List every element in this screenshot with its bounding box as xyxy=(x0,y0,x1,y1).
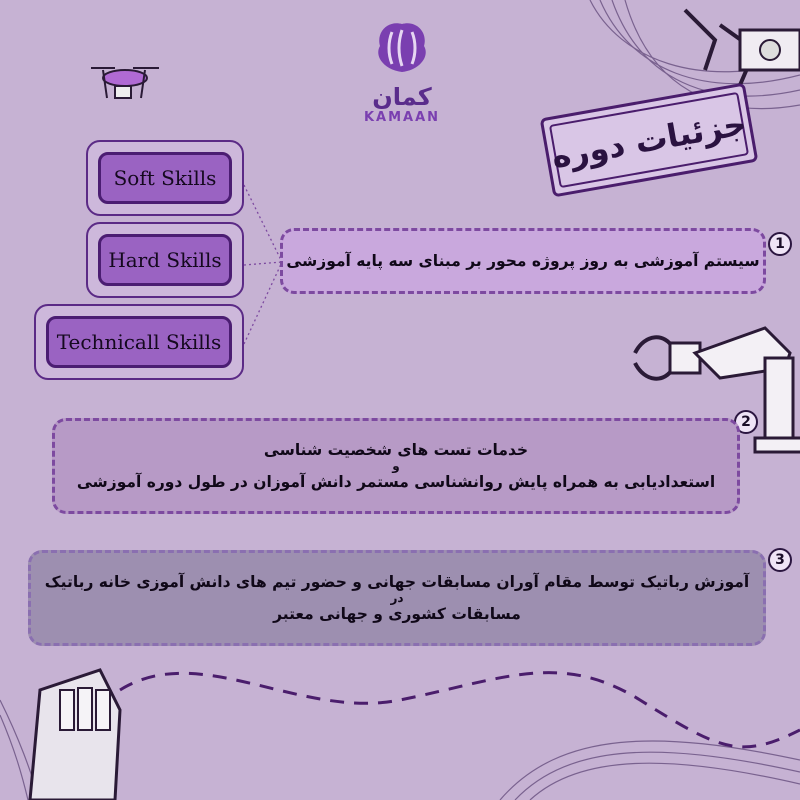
logo-text-fa: کمان xyxy=(372,83,432,111)
item-number-3: 3 xyxy=(768,548,792,572)
drone-illustration xyxy=(85,58,165,108)
skill-box-soft xyxy=(86,140,244,216)
info-connector: در xyxy=(390,591,404,605)
kamaan-logo xyxy=(360,18,444,125)
skill-label: Soft Skills xyxy=(98,152,232,204)
info-box-3 xyxy=(28,550,766,646)
skill-label: Technicall Skills xyxy=(46,316,232,368)
info-text: سیستم آموزشی به روز پروژه محور بر مبنای سه پایه آموزشی xyxy=(286,252,760,270)
skill-box-hard xyxy=(86,222,244,298)
info-connector: و xyxy=(392,459,400,473)
brain-icon xyxy=(370,18,434,78)
robot-hand-illustration xyxy=(20,650,140,800)
info-text-line2: مسابقات کشوری و جهانی معتبر xyxy=(273,605,521,623)
logo-text-en: KAMAAN xyxy=(363,110,441,125)
info-text-line1: خدمات تست های شخصیت شناسی xyxy=(263,441,529,459)
info-text-line1: آموزش رباتیک توسط مقام آوران مسابقات جهانی و حضور تیم های دانش آموزی خانه رباتیک xyxy=(44,573,750,591)
info-box-2 xyxy=(52,418,740,514)
skill-label: Hard Skills xyxy=(98,234,232,286)
item-number-2: 2 xyxy=(734,410,758,434)
page-title: جزئیات دوره xyxy=(548,104,750,176)
info-box-1 xyxy=(280,228,766,294)
info-text-line2: استعدادیابی به همراه پایش روانشناسی مستمر دانش آموزان در طول دوره آموزشی xyxy=(76,473,716,491)
skill-box-technical xyxy=(34,304,244,380)
item-number-1: 1 xyxy=(768,232,792,256)
